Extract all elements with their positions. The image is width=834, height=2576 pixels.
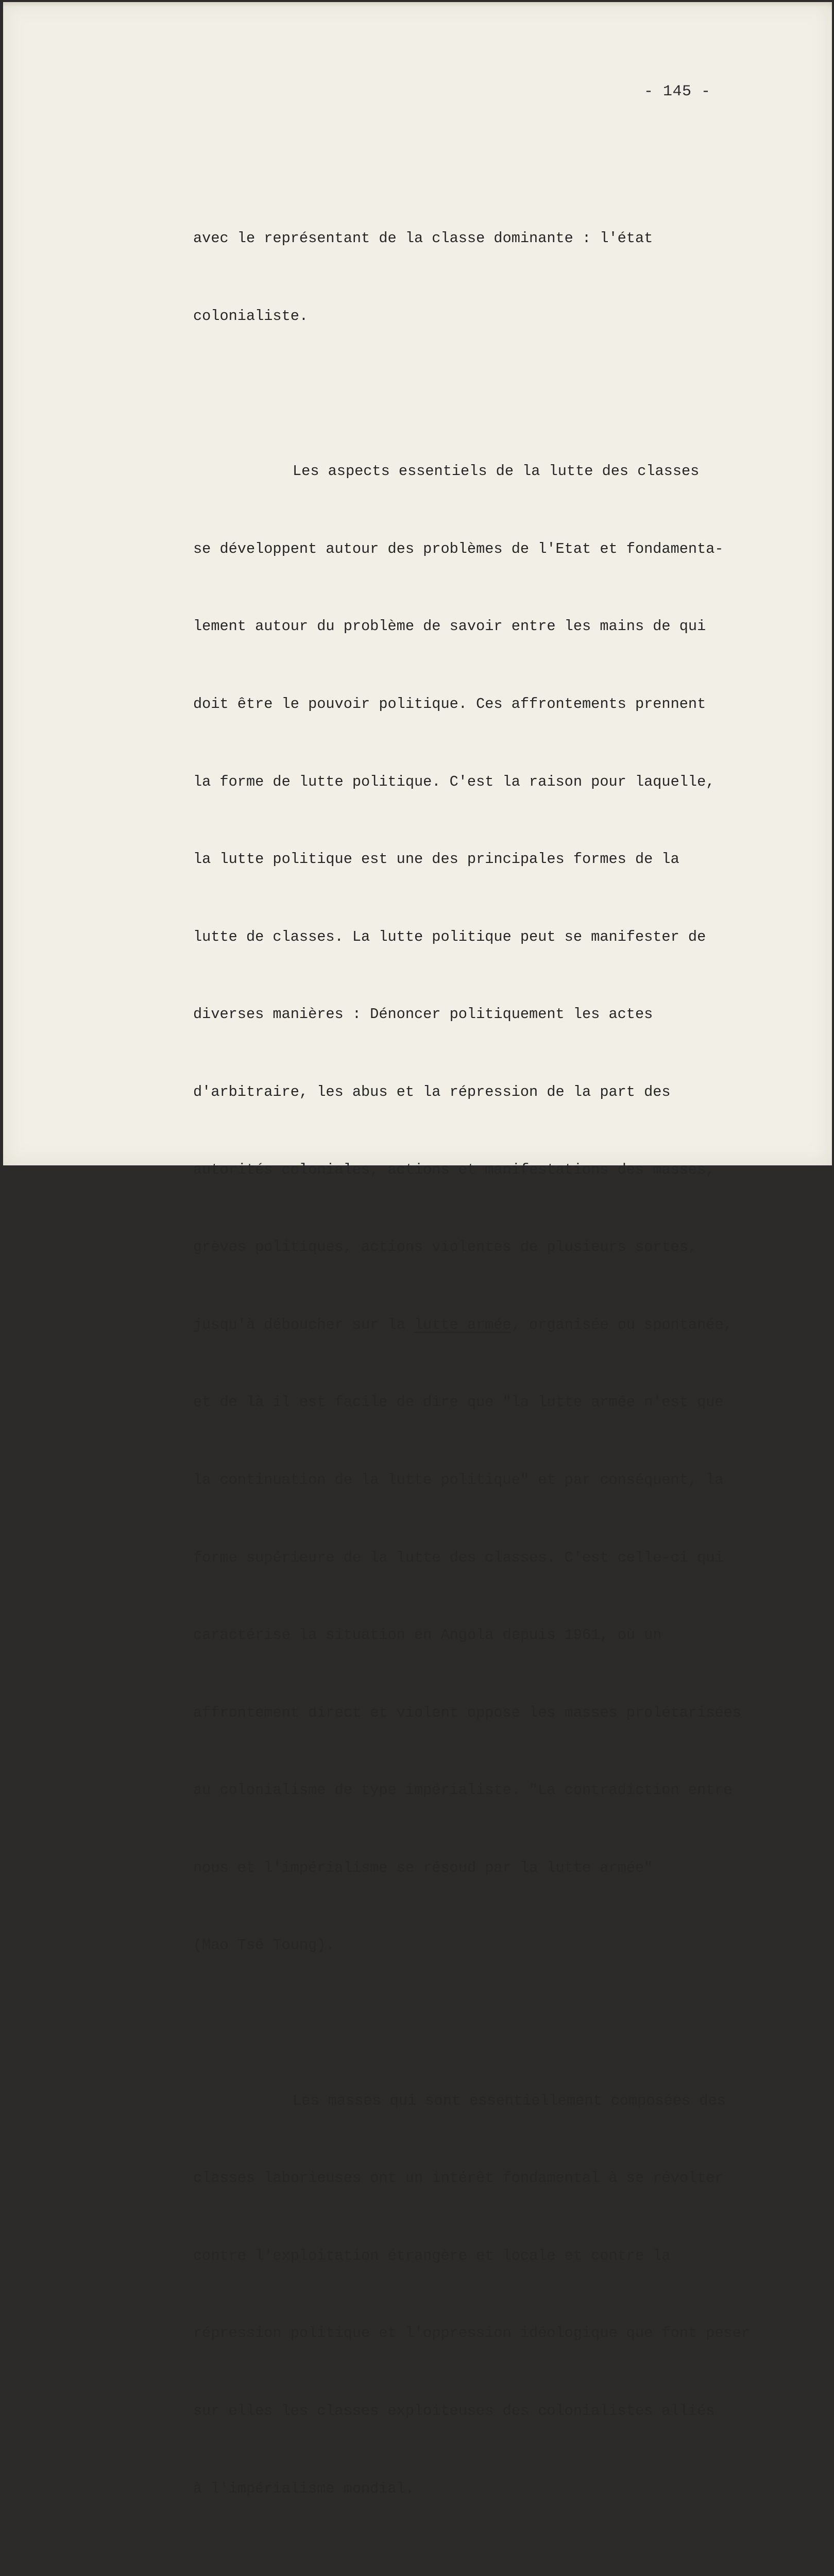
- text-line: diverses manières : Dénoncer politiquement les actes: [193, 1006, 653, 1023]
- text-line: Les masses qui sont essentiellement composées des: [293, 2092, 726, 2109]
- text-segment: il est facile de dire que "la lutte armée n'est que: [264, 1394, 724, 1411]
- text-line: Les aspects essentiels de la lutte des classes: [293, 463, 700, 480]
- underlined-phrase: lutte armée: [414, 1316, 512, 1333]
- paragraph-gap: [193, 2553, 775, 2576]
- text-line: contre l'exploitation étrangère et locale et contre la: [193, 2247, 671, 2264]
- text-line: doit être le pouvoir politique. Ces affrontements prennent: [193, 695, 706, 713]
- text-line: sur elles les classes exploiteuses des colonialistes alliés: [193, 2402, 715, 2420]
- text-line: lement autour du problème de savoir entre les mains de qui: [193, 618, 706, 635]
- text-line: répression politique et l'oppression idéologique que font peser: [193, 2325, 751, 2342]
- text-line: [193, 1312, 775, 1338]
- text-line: la forme de lutte politique. C'est la raison pour laquelle,: [193, 773, 715, 790]
- text-line: à l'impérialisme mondial.: [193, 2480, 414, 2497]
- text-line: autorités coloniales, actions et manifestations des masses,: [193, 1161, 715, 1178]
- paragraph-gap: [193, 2010, 775, 2036]
- text-segment: et de: [193, 1394, 246, 1411]
- text-line: au colonialisme de type impérialiste. "La contradiction entre: [193, 1782, 733, 1799]
- text-segment: jusqu'à déboucher sur la: [193, 1316, 414, 1333]
- text-segment: , organisée ou spontanée,: [511, 1316, 733, 1333]
- text-line: nous et l'impérialisme se résoud par la lutte armée": [193, 1859, 653, 1876]
- text-line: caractérise la situation en Angola depuis 1961, où un: [193, 1626, 662, 1644]
- text-line: forme supérieure de la lutte des classes. C'est celle-ci qui: [193, 1549, 724, 1566]
- document-page: [3, 2, 832, 2497]
- bold-word: là: [246, 1394, 264, 1411]
- paragraph-gap: [193, 381, 775, 407]
- text-line: lutte de classes. La lutte politique peut se manifester de: [193, 928, 706, 945]
- text-line: affrontement direct et violent oppose les masses prolétarisées: [193, 1704, 741, 1721]
- page-edge-shadow: [3, 2, 832, 7]
- page-number: - 145 -: [644, 83, 711, 100]
- text-line: la continuation de la lutte politique" et par conséquent, la: [193, 1471, 724, 1488]
- text-line: colonialiste.: [193, 308, 309, 325]
- text-line: d'arbitraire, les abus et la répression de la part des: [193, 1083, 671, 1100]
- text-line: [193, 1389, 775, 1415]
- text-line: classes laborieuses ont un intérêt fondamental à se révolter: [193, 2170, 724, 2187]
- text-line: se développent autour des problèmes de l'Etat et fondamenta-: [193, 540, 724, 557]
- body-text: [193, 174, 775, 2576]
- text-line: grèves politiques, actions violentes de plusieurs sortes,: [193, 1239, 697, 1256]
- text-line: la lutte politique est une des principales formes de la: [193, 851, 679, 868]
- text-line: (Mao Tsé Toung).: [193, 1937, 335, 1954]
- text-line: avec le représentant de la classe dominante : l'état: [193, 230, 653, 247]
